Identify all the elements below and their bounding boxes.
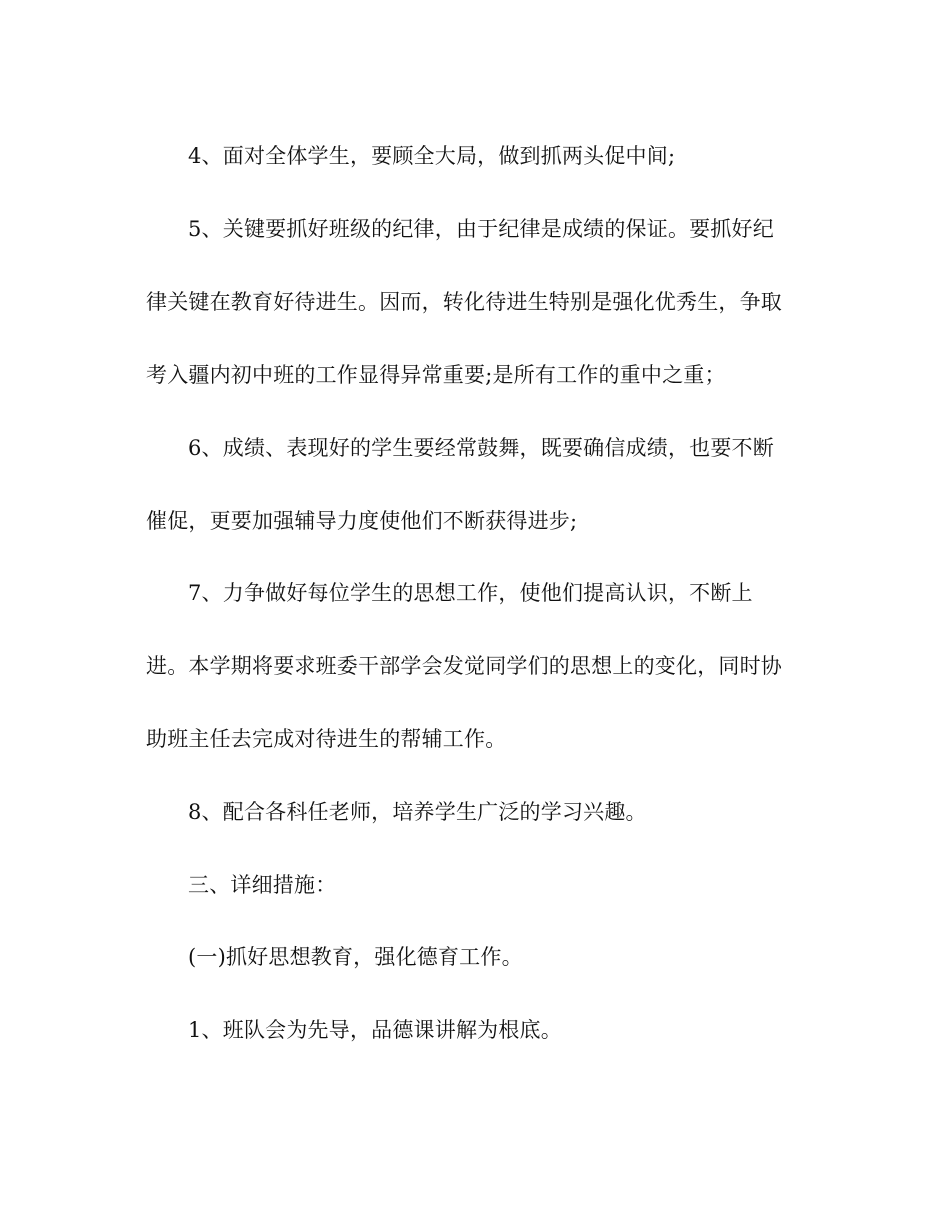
text-line-10: 8、配合各科任老师，培养学生广泛的学习兴趣。 — [188, 800, 647, 824]
text-line-7: 7、力争做好每位学生的思想工作，使他们提高认识，不断上 — [188, 581, 753, 605]
text-line-4: 考入疆内初中班的工作显得异常重要;是所有工作的重中之重； — [146, 363, 726, 387]
subsection-heading: (一)抓好思想教育，强化德育工作。 — [188, 945, 523, 969]
text-line-3: 律关键在教育好待进生。因而，转化待进生特别是强化优秀生，争取 — [146, 290, 782, 314]
text-line-8: 进。本学期将要求班委干部学会发觉同学们的思想上的变化，同时协 — [146, 654, 782, 678]
text-line-1: 4、面对全体学生，要顾全大局，做到抓两头促中间; — [188, 144, 676, 168]
section-heading: 三、详细措施： — [188, 873, 337, 897]
text-line-2: 5、关键要抓好班级的纪律，由于纪律是成绩的保证。要抓好纪 — [188, 217, 774, 241]
text-line-6: 催促，更要加强辅导力度使他们不断获得进步; — [146, 509, 578, 533]
text-line-5: 6、成绩、表现好的学生要经常鼓舞，既要确信成绩，也要不断 — [188, 436, 774, 460]
text-line-13: 1、班队会为先导，品德课讲解为根底。 — [188, 1018, 562, 1042]
text-line-9: 助班主任去完成对待进生的帮辅工作。 — [146, 727, 507, 751]
